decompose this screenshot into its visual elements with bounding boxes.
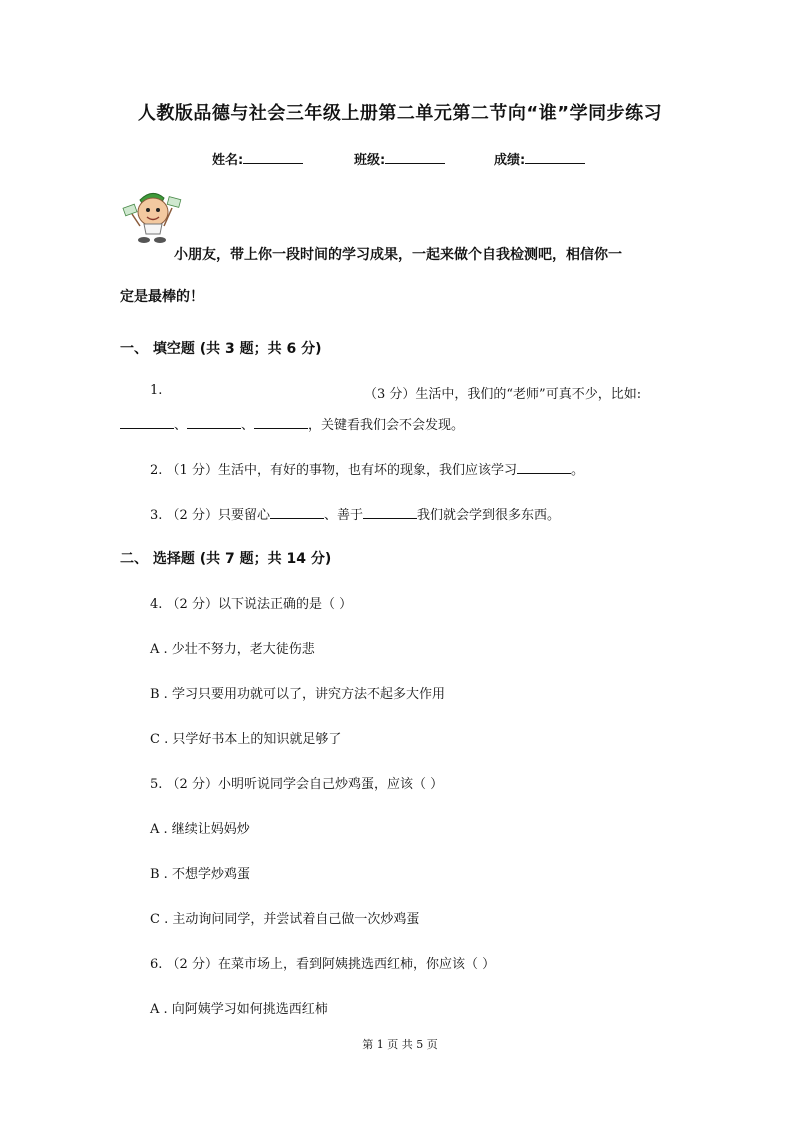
intro-line-1: 小朋友，带上你一段时间的学习成果，一起来做个自我检测吧，相信你一 xyxy=(174,247,622,263)
question-4-option-a[interactable]: A . 少壮不努力，老大徒伤悲 xyxy=(150,642,315,657)
name-label: 姓名: xyxy=(212,153,244,168)
page-title: 人教版品德与社会三年级上册第二单元第二节向“谁”学同步练习 xyxy=(137,103,663,124)
page-footer: 第 1 页 共 5 页 xyxy=(362,1038,438,1051)
cartoon-boy-mascot-icon xyxy=(118,186,184,246)
q1-separator-2: 、 xyxy=(241,418,255,433)
q3-text: 3. （2 分）只要留心 xyxy=(150,508,270,523)
q3-blank-2[interactable] xyxy=(363,507,417,519)
class-label: 班级: xyxy=(354,153,386,168)
score-field xyxy=(494,149,585,168)
question-1-blanks xyxy=(120,414,464,433)
name-blank[interactable] xyxy=(243,151,303,164)
section-choice-heading: 二、 选择题 (共 7 题；共 14 分) xyxy=(120,551,332,567)
score-label: 成绩: xyxy=(494,153,526,168)
question-1-number: 1. xyxy=(150,383,163,398)
section-fill-in-heading: 一、 填空题 (共 3 题；共 6 分) xyxy=(120,341,322,357)
question-4-option-c[interactable]: C . 只学好书本上的知识就足够了 xyxy=(150,732,342,747)
q1-tail: ，关键看我们会不会发现。 xyxy=(308,418,465,433)
question-4-option-b[interactable]: B . 学习只要用功就可以了，讲究方法不起多大作用 xyxy=(150,687,445,702)
q3-mid: 、善于 xyxy=(323,508,363,523)
q3-tail: 我们就会学到很多东西。 xyxy=(416,508,560,523)
question-6-option-a[interactable]: A . 向阿姨学习如何挑选西红柿 xyxy=(150,1002,328,1017)
class-blank[interactable] xyxy=(385,151,445,164)
question-4-text: 4. （2 分）以下说法正确的是（ ） xyxy=(150,597,353,612)
name-field xyxy=(212,149,303,168)
q1-blank-1[interactable] xyxy=(120,417,174,429)
question-5-option-a[interactable]: A . 继续让妈妈炒 xyxy=(150,822,250,837)
question-5-text: 5. （2 分）小明听说同学会自己炒鸡蛋，应该（ ） xyxy=(150,777,444,792)
q2-blank[interactable] xyxy=(517,462,571,474)
q1-blank-3[interactable] xyxy=(254,417,308,429)
question-5-option-c[interactable]: C . 主动询问同学，并尝试着自己做一次炒鸡蛋 xyxy=(150,912,420,927)
q1-separator-1: 、 xyxy=(174,418,188,433)
question-3 xyxy=(150,504,560,523)
class-field xyxy=(354,149,445,168)
question-2 xyxy=(150,459,584,478)
intro-line-2: 定是最棒的！ xyxy=(120,289,204,305)
q2-text: 2. （1 分）生活中，有好的事物，也有坏的现象，我们应该学习 xyxy=(150,463,517,478)
score-blank[interactable] xyxy=(525,151,585,164)
q3-blank-1[interactable] xyxy=(270,507,324,519)
question-5-option-b[interactable]: B . 不想学炒鸡蛋 xyxy=(150,867,250,882)
question-1-text: （3 分）生活中，我们的“老师”可真不少，比如: xyxy=(364,387,642,402)
q1-blank-2[interactable] xyxy=(187,417,241,429)
question-6-text: 6. （2 分）在菜市场上，看到阿姨挑选西红柿，你应该（ ） xyxy=(150,957,496,972)
q2-tail: 。 xyxy=(570,463,584,478)
